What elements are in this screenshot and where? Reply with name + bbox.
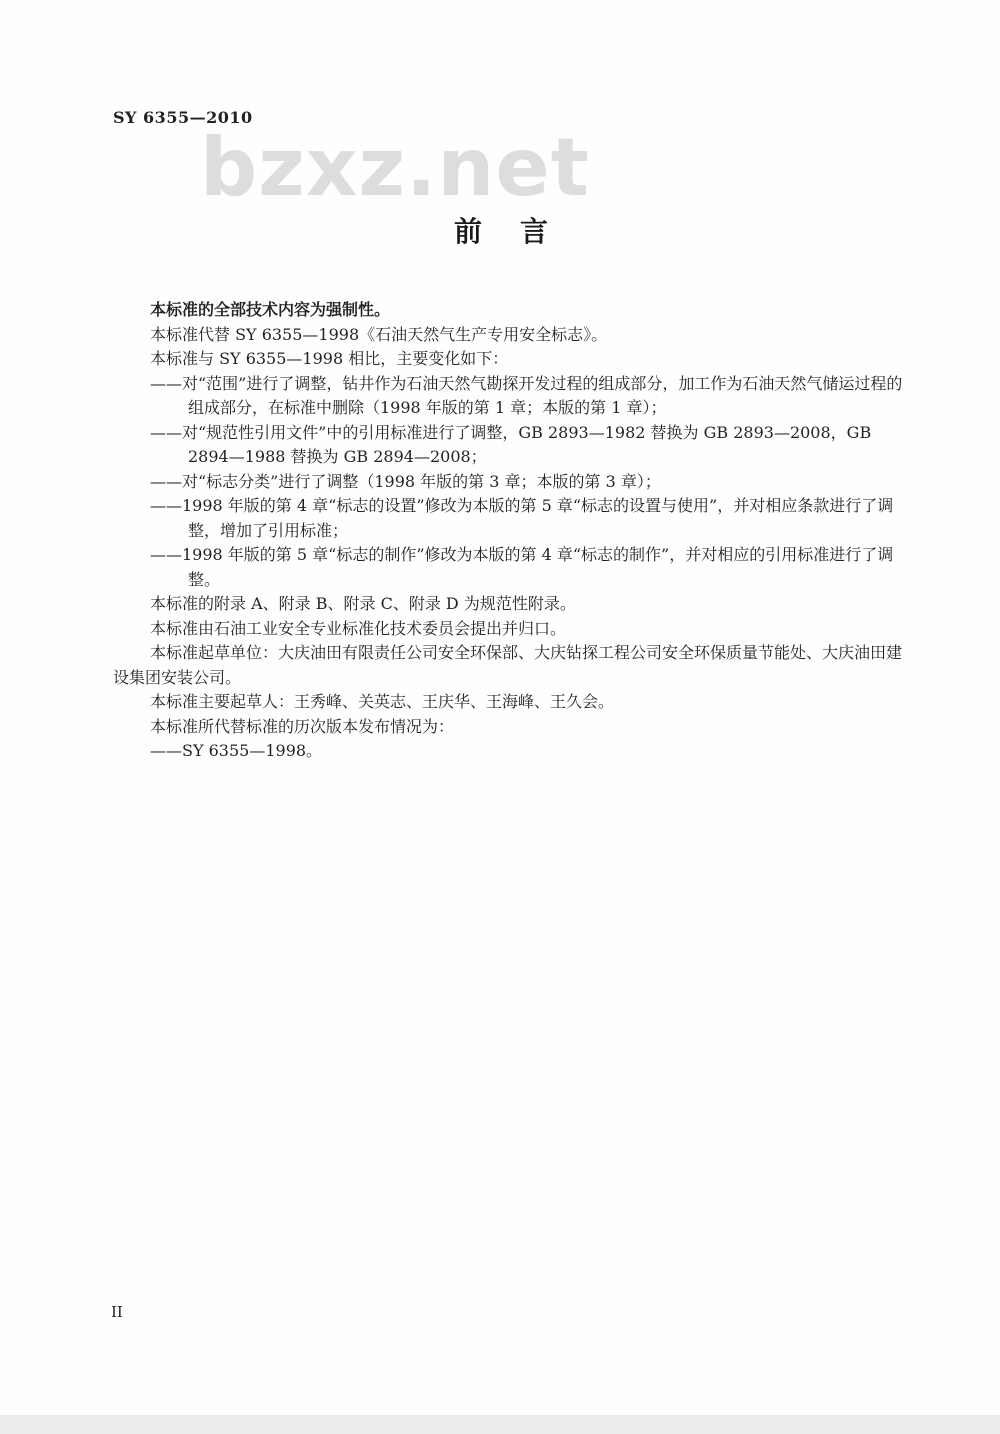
- change-item: ——对“规范性引用文件”中的引用标准进行了调整，GB 2893—1982 替换为 GB 2893—2008，GB 2894—1988 替换为 GB 2894—2008；: [150, 422, 872, 466]
- paragraph-changes-intro: 本标准与 SY 6355—1998 相比，主要变化如下：: [150, 349, 509, 368]
- paragraph-proposed-by: 本标准由石油工业安全专业标准化技术委员会提出并归口。: [150, 618, 567, 638]
- change-item: ——1998 年版的第 5 章“标志的制作”修改为本版的第 4 章“标志的制作”，并对相应的引用标准进行了调整。: [150, 545, 894, 589]
- standard-code: SY 6355—2010: [113, 108, 253, 127]
- paragraph-history-intro: 本标准所代替标准的历次版本发布情况为：: [150, 716, 455, 736]
- paragraph-drafting-units: 本标准起草单位：大庆油田有限责任公司安全环保部、大庆钻探工程公司安全环保质量节能处、大庆油田建设集团安装公司。: [113, 643, 903, 687]
- change-item: ——对“范围”进行了调整，钻井作为石油天然气勘探开发过程的组成部分，加工作为石油天然气储运过程的组成部分，在标准中删除（1998 年版的第 1 章；本版的第 1 章）；: [150, 373, 903, 417]
- body-text: [113, 298, 908, 764]
- history-item: ——SY 6355—1998。: [150, 741, 323, 760]
- paragraph-mandatory: 本标准的全部技术内容为强制性。: [150, 300, 391, 319]
- paragraph-replaces: 本标准代替 SY 6355—1998《石油天然气生产专用安全标志》。: [150, 324, 608, 344]
- page-number: II: [111, 1303, 123, 1321]
- paragraph-drafters: 本标准主要起草人：王秀峰、关英志、王庆华、王海峰、王久会。: [150, 692, 615, 711]
- viewer-bottom-edge: [0, 1415, 1000, 1434]
- change-item: ——1998 年版的第 4 章“标志的设置”修改为本版的第 5 章“标志的设置与使用”，并对相应条款进行了调整，增加了引用标准；: [150, 496, 894, 540]
- watermark: bzxz.net: [200, 121, 590, 214]
- change-item: ——对“标志分类”进行了调整（1998 年版的第 3 章；本版的第 3 章）；: [150, 471, 661, 491]
- paragraph-appendices: 本标准的附录 A、附录 B、附录 C、附录 D 为规范性附录。: [150, 594, 576, 613]
- page-title: 前言: [453, 215, 586, 248]
